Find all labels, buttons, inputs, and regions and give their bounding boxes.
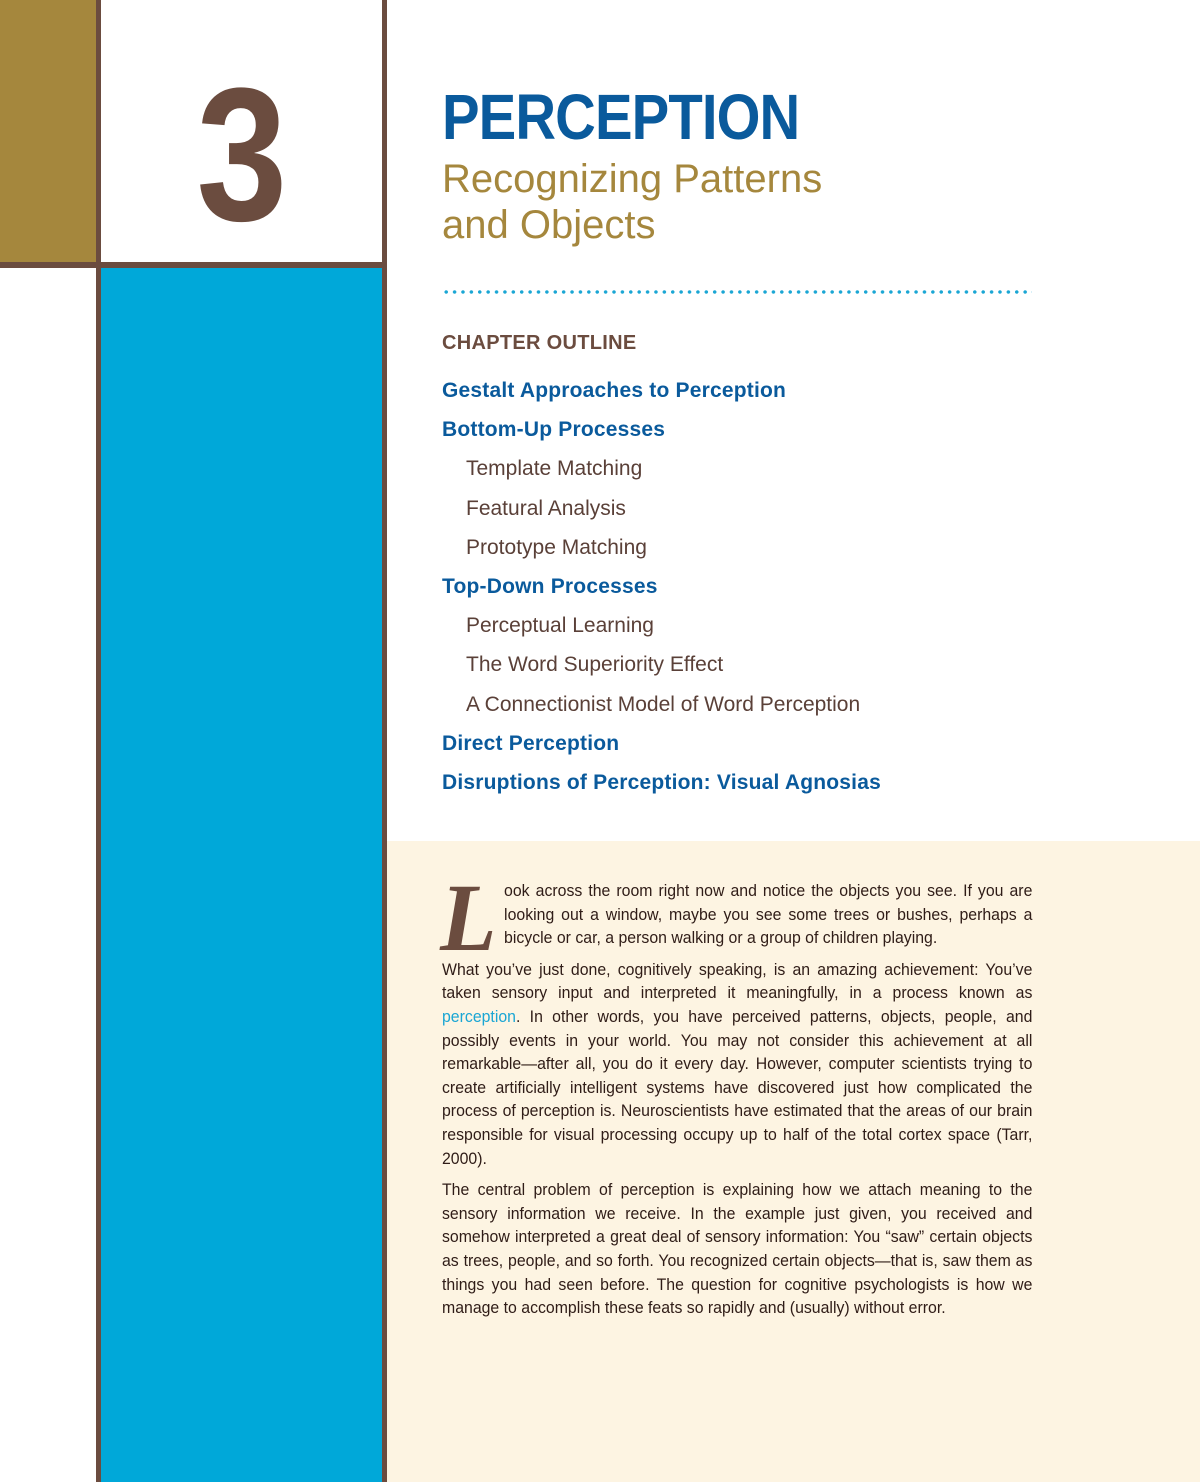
subtitle-line-1: Recognizing Patterns	[442, 157, 823, 201]
intro-paragraph-2	[442, 959, 1032, 1171]
key-term-perception: perception	[442, 1007, 516, 1026]
intro-text	[440, 864, 1033, 1329]
intro-paragraph-2-end: . In other words, you have perceived patterns, objects, people, and possibly events in your world. You may not consider this achievement at all remarkable—after all, you do it every day. However, computer scientists trying to create artificially intelligent systems have discovered just how complicated the process of perception is. Neuroscientists have estimated that the areas of our brain responsible for visual processing occupy up to half of the total cortex space (Tarr, 2000).	[442, 1007, 1033, 1168]
outline-subsection: The Word Superiority Effect	[466, 653, 724, 677]
outline-heading: CHAPTER OUTLINE	[442, 332, 637, 354]
chapter-title: PERCEPTION	[442, 81, 800, 153]
outline-section: Direct Perception	[442, 731, 620, 755]
intro-paragraph-1-text: ook across the room right now and notice the objects you see. If you are looking out a window, maybe you see some trees or bushes, perhaps a bicycle or car, a person walking or a group of children playing.	[504, 882, 1033, 948]
blue-color-block	[100, 268, 382, 1482]
outline-section: Top-Down Processes	[442, 574, 658, 598]
intro-paragraph-2-start: What you’ve just done, cognitively speaking, is an amazing achievement: You’ve taken sensory input and interpreted it meaningfully, in a process known as	[442, 960, 1033, 1003]
outline-subsection: A Connectionist Model of Word Perception	[466, 692, 861, 716]
outline-section: Gestalt Approaches to Perception	[442, 379, 787, 402]
horizontal-rule	[0, 262, 387, 268]
drop-cap: L	[440, 864, 497, 971]
outline-subsection: Prototype Matching	[466, 535, 647, 559]
left-vertical-rule	[96, 0, 101, 1482]
subtitle-line-2: and Objects	[442, 203, 656, 247]
chapter-outline-list	[442, 374, 881, 805]
outline-subsection: Perceptual Learning	[466, 614, 654, 638]
dotted-divider	[442, 289, 1032, 295]
chapter-number: 3	[196, 49, 286, 261]
intro-paragraph-1	[440, 864, 1033, 971]
outline-subsection: Featural Analysis	[466, 496, 626, 520]
chapter-subtitle	[442, 156, 822, 248]
outline-section: Bottom-Up Processes	[442, 418, 666, 442]
right-vertical-rule	[382, 0, 387, 1482]
gold-color-block	[0, 0, 96, 262]
outline-section: Disruptions of Perception: Visual Agnosias	[442, 770, 881, 794]
outline-subsection: Template Matching	[466, 457, 643, 481]
intro-paragraph-3: The central problem of perception is explaining how we attach meaning to the sensory information we receive. In the example just given, you received and somehow interpreted a great deal of sensory information: You “saw” certain objects as trees, people, and so forth. You recognized certain objects—that is, saw them as things you had seen before. The question for cognitive psychologists is how we manage to accomplish these feats so rapidly and (usually) without error.	[442, 1181, 1033, 1318]
